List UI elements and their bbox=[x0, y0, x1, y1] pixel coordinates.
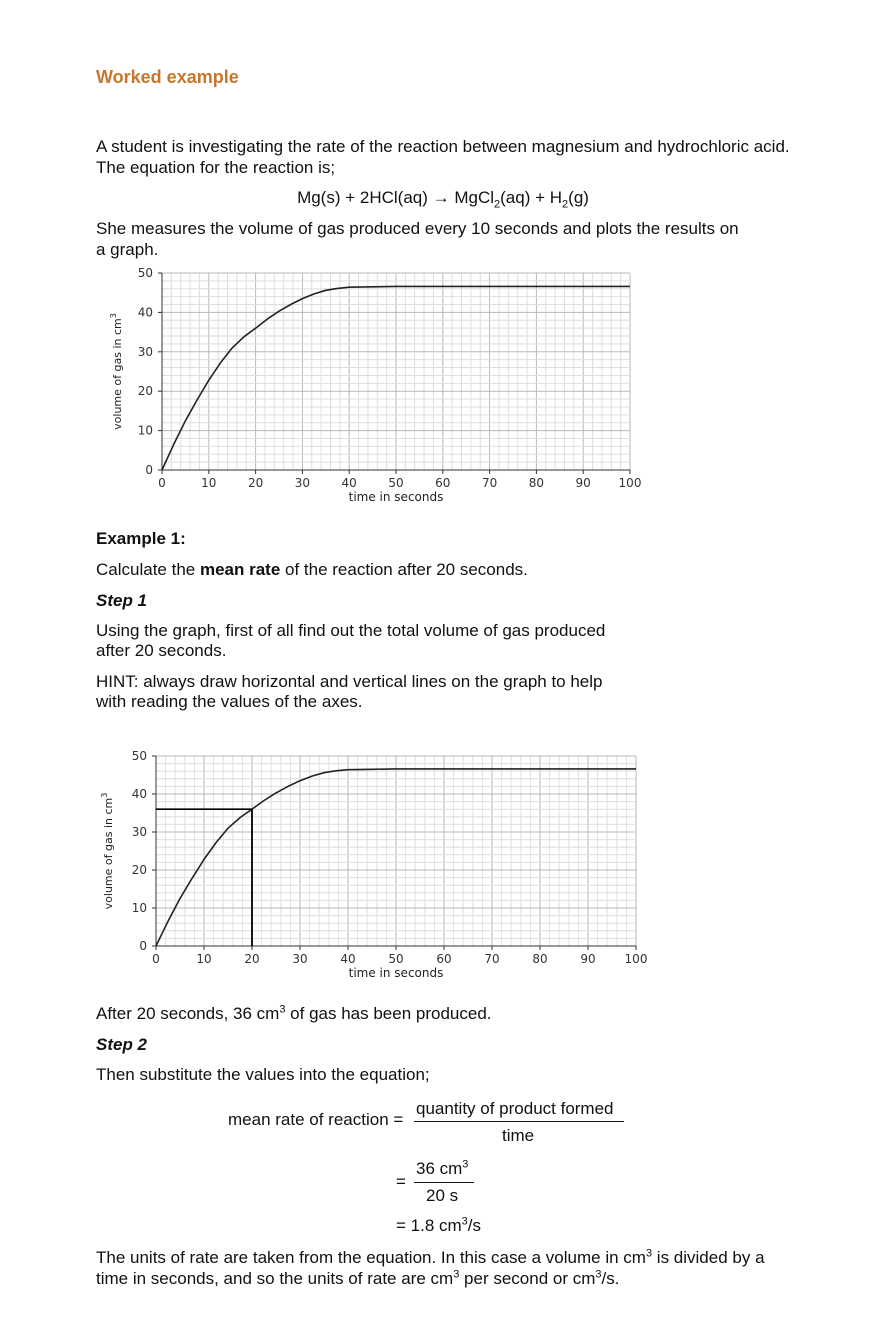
formula-result: = 1.8 $cm^3/s$ bbox=[396, 1215, 482, 1235]
y-tick-label: 10 bbox=[131, 901, 147, 915]
hint-line-1: HINT: always draw horizontal and vertical lines on the graph to help bbox=[96, 672, 603, 691]
x-tick-label: 50 bbox=[388, 476, 404, 490]
x-tick-label: 50 bbox=[388, 952, 404, 966]
x-tick-label: 20 bbox=[244, 952, 260, 966]
volume-time-graph-1 bbox=[100, 262, 660, 514]
x-tick-label: 90 bbox=[580, 952, 596, 966]
units-line-2: time in seconds, and so the units of rate are $cm^3$ per second or $cm^3/s$. bbox=[96, 1268, 620, 1288]
x-tick-label: 60 bbox=[436, 952, 452, 966]
y-tick-label: 40 bbox=[131, 787, 147, 801]
x-tick-label: 40 bbox=[341, 476, 357, 490]
step-1-label: Step 1 bbox=[96, 591, 148, 610]
y-axis-label: volume of gas in $cm^3$ bbox=[109, 313, 124, 430]
step-1-line-2: after 20 seconds. bbox=[96, 641, 227, 660]
formula-denominator: time bbox=[502, 1126, 535, 1145]
page-heading: Worked example bbox=[96, 67, 239, 87]
formula-lhs: mean rate of reaction = bbox=[228, 1110, 404, 1129]
formula-denominator-value: 20 s bbox=[426, 1186, 459, 1205]
example-1-title: Example 1: bbox=[96, 529, 186, 548]
formula-numerator-value: 36 $cm^3$ bbox=[416, 1158, 469, 1178]
y-tick-label: 20 bbox=[131, 863, 147, 877]
fraction-bar-1 bbox=[414, 1121, 624, 1122]
y-tick-label: 30 bbox=[137, 344, 153, 359]
x-tick-label: 90 bbox=[575, 476, 591, 490]
x-axis-label: time in seconds bbox=[348, 490, 444, 504]
y-tick-label: 30 bbox=[131, 825, 147, 839]
x-tick-label: 20 bbox=[247, 476, 264, 490]
intro-line-1: A student is investigating the rate of the reaction between magnesium and hydrochloric acid. bbox=[96, 137, 790, 156]
x-tick-label: 60 bbox=[435, 476, 451, 490]
x-tick-label: 70 bbox=[481, 476, 498, 490]
y-axis-label: volume of gas in $cm^3$ bbox=[100, 792, 115, 910]
y-tick-label: 10 bbox=[137, 423, 153, 438]
measure-line-1: She measures the volume of gas produced every 10 seconds and plots the results on bbox=[96, 219, 739, 238]
x-tick-label: 0 bbox=[152, 952, 160, 966]
units-line-1: The units of rate are taken from the equation. In this case a volume in $cm^3$ is divided by a bbox=[96, 1247, 765, 1267]
volume-time-graph-2 bbox=[96, 744, 666, 984]
step-2-label: Step 2 bbox=[96, 1035, 148, 1054]
x-tick-label: 100 bbox=[624, 952, 648, 966]
example-1-question: Calculate the mean rate of the reaction after 20 seconds. bbox=[96, 560, 528, 579]
measure-line-2: a graph. bbox=[96, 240, 159, 259]
intro-line-2: The equation for the reaction is; bbox=[96, 158, 336, 177]
x-tick-label: 30 bbox=[294, 476, 311, 490]
y-tick-label: 40 bbox=[137, 305, 153, 320]
step-2-text: Then substitute the values into the equation; bbox=[96, 1065, 430, 1084]
hint-line-2: with reading the values of the axes. bbox=[96, 692, 363, 711]
step-1-line-1: Using the graph, first of all find out the total volume of gas produced bbox=[96, 621, 606, 640]
step-1-result: After 20 seconds, 36 $cm^3$ of gas has been produced. bbox=[96, 1003, 492, 1023]
x-tick-label: 70 bbox=[484, 952, 500, 966]
y-tick-label: 0 bbox=[145, 463, 153, 477]
formula-equals: = bbox=[396, 1172, 406, 1191]
x-tick-label: 10 bbox=[196, 952, 212, 966]
x-tick-label: 10 bbox=[201, 476, 217, 490]
y-tick-label: 50 bbox=[137, 266, 153, 280]
y-tick-label: 0 bbox=[139, 939, 147, 953]
fraction-bar-2 bbox=[414, 1182, 474, 1183]
formula-numerator: quantity of product formed bbox=[416, 1099, 614, 1118]
reaction-equation: Mg(s) + 2HCl(aq) → MgCl$_2$(aq) + $H_2(g)$ bbox=[297, 188, 589, 211]
x-axis-label: time in seconds bbox=[348, 966, 444, 980]
x-tick-label: 30 bbox=[292, 952, 308, 966]
x-tick-label: 0 bbox=[158, 476, 166, 490]
x-tick-label: 80 bbox=[532, 952, 548, 966]
x-tick-label: 100 bbox=[618, 476, 642, 490]
y-tick-label: 50 bbox=[131, 749, 147, 763]
x-tick-label: 80 bbox=[528, 476, 545, 490]
x-tick-label: 40 bbox=[340, 952, 356, 966]
y-tick-label: 20 bbox=[137, 384, 153, 399]
